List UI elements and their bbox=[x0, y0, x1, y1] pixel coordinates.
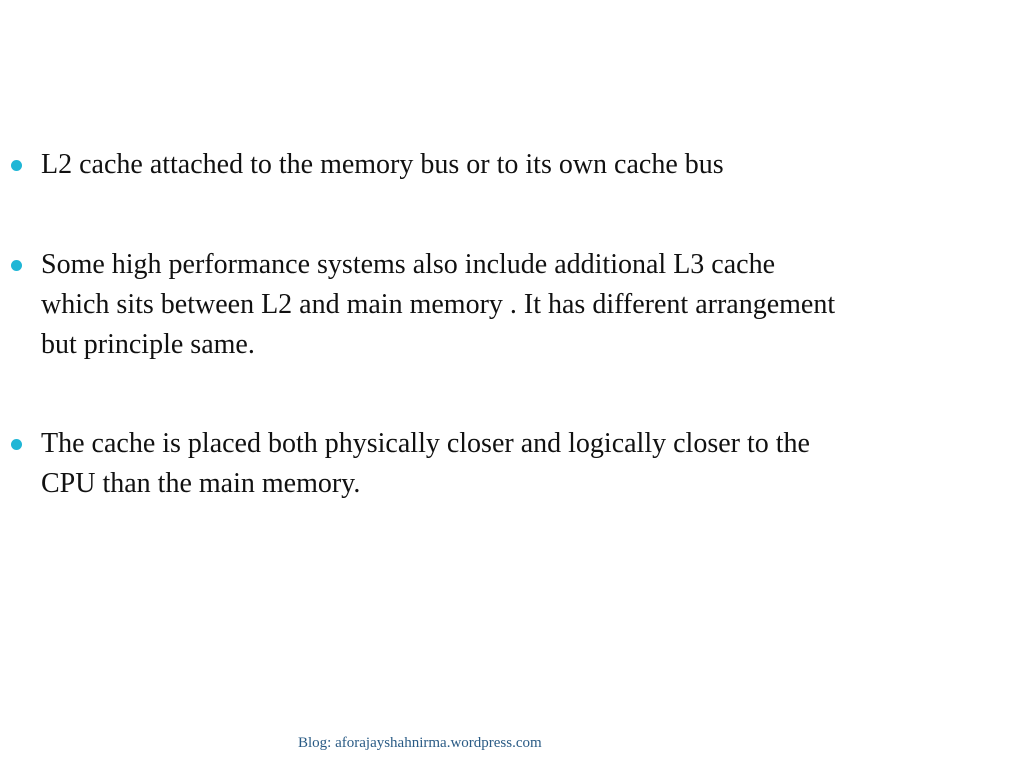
bullet-dot-icon bbox=[11, 439, 22, 450]
bullet-item bbox=[41, 424, 1016, 504]
bullet-item bbox=[41, 145, 1016, 185]
bullet-dot-icon bbox=[11, 160, 22, 171]
bullet-dot-icon bbox=[11, 260, 22, 271]
bullet-text: Some high performance systems also include additional L3 cache which sits between L2 and main memory . It has different arrangement but principle same. bbox=[41, 249, 836, 360]
bullet-item bbox=[41, 245, 1016, 365]
footer-blog-link[interactable]: Blog: aforajayshahnirma.wordpress.com bbox=[298, 735, 542, 751]
bullet-text: L2 cache attached to the memory bus or to its own cache bus bbox=[41, 149, 724, 180]
bullet-text: The cache is placed both physically closer and logically closer to the CPU than the main memory. bbox=[41, 428, 810, 499]
